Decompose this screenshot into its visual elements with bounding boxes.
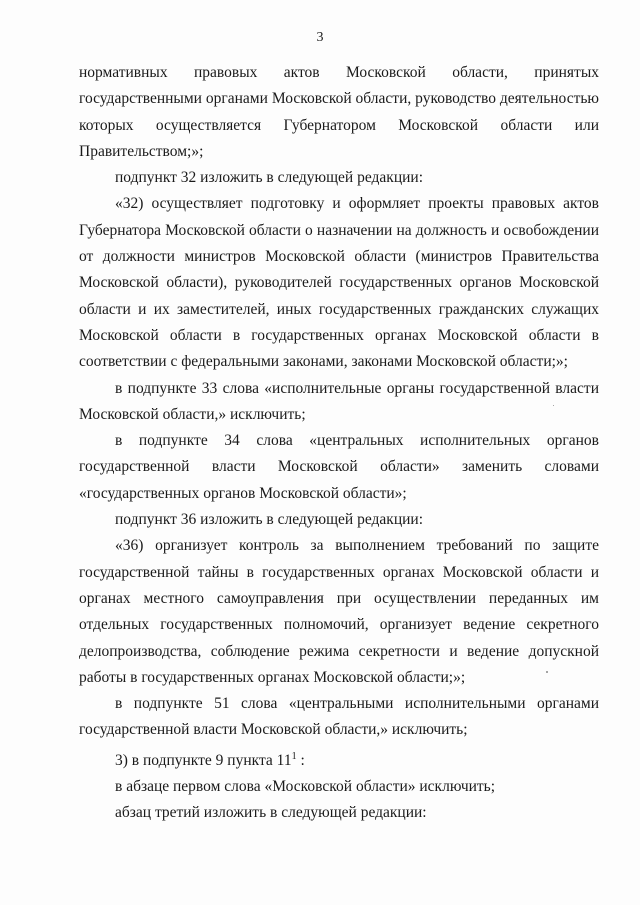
superscript: 1 — [291, 750, 297, 762]
list-item-suffix: : — [296, 751, 305, 769]
paragraph: в подпункте 33 слова «исполнительные органы государственной власти Московской области,» исключить; — [79, 379, 599, 423]
paragraph: в абзаце первом слова «Московской области» исключить; — [115, 778, 496, 796]
list-item-3 — [79, 744, 599, 774]
paragraph: «32) осуществляет подготовку и оформляет проекты правовых актов Губернатора Московской области о назначении на должность и освобождении от должности министров Московской области (министров Правительства Московской области), руководителей государственных органов Московской области и их заместителей, иных государственных гражданских служащих Московской области в государственных органах Московской области в соответствии с федеральными законами, законами Московской области;»; — [79, 195, 599, 371]
list-item-text: 3) в подпункте 9 пункта 11 — [115, 751, 292, 769]
paragraph: подпункт 36 изложить в следующей редакции: — [115, 511, 424, 529]
paragraph: абзац третий изложить в следующей редакции: — [115, 804, 427, 822]
paragraph: подпункт 32 изложить в следующей редакции: — [115, 169, 424, 187]
paragraph: в подпункте 34 слова «центральных исполнительных органов государственной власти Московской области» заменить словами «государственных органов Московской области»; — [79, 432, 599, 502]
paragraph: нормативных правовых актов Московской области, принятых государственными органами Московской области, руководство деятельностью которых осуществляется Губернатором Московской области или Правительством;»; — [79, 64, 599, 160]
scan-speck — [546, 671, 548, 673]
paragraph: «36) организует контроль за выполнением требований по защите государственной тайны в государственных органах Московской области и органах местного самоуправления при осуществлении переданных им отдельных государственных полномочий, организует ведение секретного делопроизводства, соблюдение режима секретности и ведение допускной работы в государственных органах Московской области;»; — [79, 537, 599, 686]
scan-speck — [553, 405, 554, 406]
document-body — [79, 60, 599, 827]
page-number: 3 — [316, 30, 324, 45]
paragraph: в подпункте 51 слова «центральными исполнительными органами государственной власти Московской области,» исключить; — [79, 695, 599, 739]
